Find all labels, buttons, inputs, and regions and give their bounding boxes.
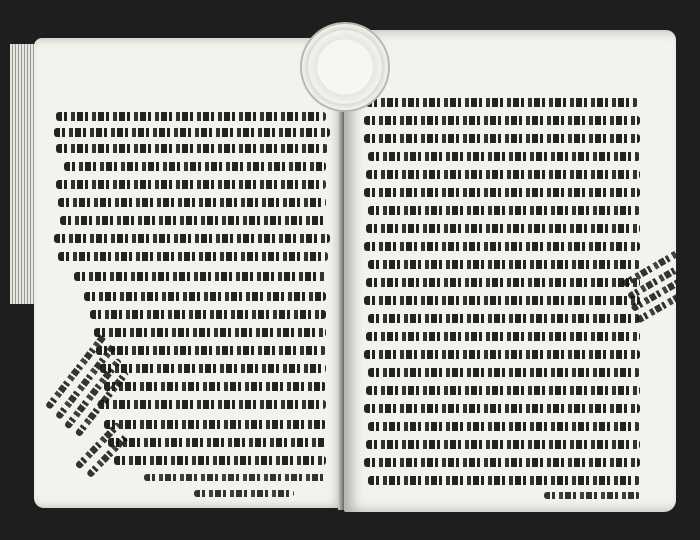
text-line [100,364,326,373]
text-line [90,310,326,319]
text-line [364,404,640,413]
text-line [114,456,326,465]
text-line [104,420,326,429]
text-line [58,198,326,207]
text-line [364,188,640,197]
text-line [368,152,640,161]
text-line [364,458,640,467]
text-line [104,382,326,391]
text-line [368,314,640,323]
text-line [94,328,326,337]
text-line [98,400,326,409]
text-line [366,98,638,107]
right-page [344,30,676,512]
text-line [364,350,640,359]
text-line [366,386,640,395]
left-page [34,38,344,508]
text-line [544,492,640,499]
text-line [54,234,330,243]
text-line [194,490,294,497]
text-line [56,180,326,189]
text-line [56,144,328,153]
text-line [144,474,326,481]
text-line [368,368,640,377]
text-line [366,224,640,233]
text-line [364,116,640,125]
text-line [368,422,640,431]
text-line [368,260,640,269]
text-line [108,438,326,447]
text-line [366,278,640,287]
text-line [368,206,640,215]
text-line [366,170,640,179]
text-line [56,112,326,121]
text-line [364,242,640,251]
text-line [366,440,640,449]
text-line [54,128,330,137]
text-line [364,296,640,305]
page-edges [10,44,36,304]
library-seal-stamp [300,22,390,112]
text-line [60,216,326,225]
text-line [368,476,640,485]
text-line [84,292,326,301]
text-line [64,162,326,171]
text-line [74,272,326,281]
text-line [366,332,640,341]
text-line [96,346,326,355]
text-line [364,134,640,143]
text-line [58,252,328,261]
